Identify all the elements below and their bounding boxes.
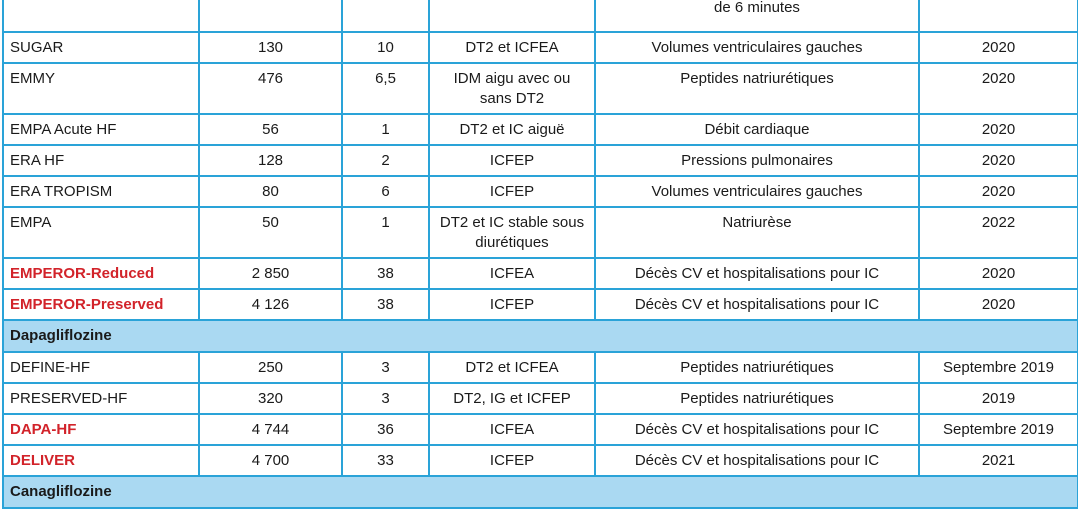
population-cell: IDM aigu avec ou sans DT2	[429, 63, 595, 114]
trial-name-cell: DEFINE-HF	[3, 352, 199, 383]
population-cell: DT2 et IC stable sous diurétiques	[429, 207, 595, 258]
patients-cell: 50	[199, 207, 342, 258]
endpoint-cell: Décès CV et hospitalisations pour IC	[595, 414, 919, 445]
population-cell: ICFEP	[429, 289, 595, 320]
table-row	[3, 383, 1078, 414]
duration-cell: 2	[342, 145, 429, 176]
population-cell: ICFEA	[429, 258, 595, 289]
trial-name-cell: PRESERVED-HF	[3, 383, 199, 414]
duration-cell: 33	[342, 445, 429, 476]
table-row-partial	[3, 0, 1078, 32]
endpoint-text: de 6 minutes	[714, 0, 800, 16]
population-cell: DT2, IG et ICFEP	[429, 383, 595, 414]
patients-cell: 56	[199, 114, 342, 145]
section-row-dapagliflozine	[3, 320, 1078, 352]
duration-cell: 38	[342, 258, 429, 289]
endpoint-cell: Décès CV et hospitalisations pour IC	[595, 258, 919, 289]
endpoint-cell	[595, 0, 919, 32]
trials-table	[2, 0, 1078, 509]
duration-cell: 3	[342, 383, 429, 414]
patients-cell: 130	[199, 32, 342, 63]
duration-cell: 6,5	[342, 63, 429, 114]
population-cell: DT2 et ICFEA	[429, 32, 595, 63]
table-row	[3, 145, 1078, 176]
duration-cell: 36	[342, 414, 429, 445]
population-cell: ICFEP	[429, 445, 595, 476]
patients-cell: 80	[199, 176, 342, 207]
table-row	[3, 289, 1078, 320]
trial-name-cell: DELIVER	[3, 445, 199, 476]
year-cell: 2020	[919, 63, 1078, 114]
year-cell: 2019	[919, 383, 1078, 414]
table-row	[3, 352, 1078, 383]
trial-name-cell: ERA HF	[3, 145, 199, 176]
endpoint-cell: Volumes ventriculaires gauches	[595, 32, 919, 63]
table-row	[3, 114, 1078, 145]
section-title: Canagliflozine	[3, 476, 1078, 508]
table-row	[3, 445, 1078, 476]
endpoint-cell: Natriurèse	[595, 207, 919, 258]
patients-cell: 4 126	[199, 289, 342, 320]
endpoint-cell: Peptides natriurétiques	[595, 63, 919, 114]
duration-cell: 1	[342, 207, 429, 258]
patients-cell: 4 744	[199, 414, 342, 445]
duration-cell: 1	[342, 114, 429, 145]
table-row	[3, 414, 1078, 445]
year-cell: 2020	[919, 289, 1078, 320]
patients-cell: 320	[199, 383, 342, 414]
duration-cell: 6	[342, 176, 429, 207]
table-row	[3, 258, 1078, 289]
trial-name-cell: ERA TROPISM	[3, 176, 199, 207]
section-row-canagliflozine	[3, 476, 1078, 508]
year-cell: 2021	[919, 445, 1078, 476]
population-cell: ICFEP	[429, 176, 595, 207]
patients-cell: 4 700	[199, 445, 342, 476]
duration-cell: 38	[342, 289, 429, 320]
patients-cell: 250	[199, 352, 342, 383]
year-cell: 2022	[919, 207, 1078, 258]
patients-cell: 476	[199, 63, 342, 114]
table-row	[3, 32, 1078, 63]
year-cell: Septembre 2019	[919, 414, 1078, 445]
trial-name-cell: EMPEROR-Reduced	[3, 258, 199, 289]
endpoint-cell: Pressions pulmonaires	[595, 145, 919, 176]
endpoint-cell: Décès CV et hospitalisations pour IC	[595, 445, 919, 476]
year-cell: 2020	[919, 114, 1078, 145]
trial-name-cell: DAPA-HF	[3, 414, 199, 445]
table-row	[3, 176, 1078, 207]
endpoint-cell: Peptides natriurétiques	[595, 352, 919, 383]
year-cell: Septembre 2019	[919, 352, 1078, 383]
year-cell: 2020	[919, 32, 1078, 63]
trial-name-cell: EMPA	[3, 207, 199, 258]
patients-cell: 2 850	[199, 258, 342, 289]
endpoint-cell: Volumes ventriculaires gauches	[595, 176, 919, 207]
duration-cell: 10	[342, 32, 429, 63]
population-cell: ICFEA	[429, 414, 595, 445]
year-cell: 2020	[919, 145, 1078, 176]
trial-name-cell: EMMY	[3, 63, 199, 114]
patients-cell: 128	[199, 145, 342, 176]
population-cell: DT2 et IC aiguë	[429, 114, 595, 145]
endpoint-cell: Décès CV et hospitalisations pour IC	[595, 289, 919, 320]
endpoint-cell: Débit cardiaque	[595, 114, 919, 145]
year-cell: 2020	[919, 258, 1078, 289]
population-cell: DT2 et ICFEA	[429, 352, 595, 383]
population-cell: ICFEP	[429, 145, 595, 176]
endpoint-cell: Peptides natriurétiques	[595, 383, 919, 414]
duration-cell: 3	[342, 352, 429, 383]
section-title: Dapagliflozine	[3, 320, 1078, 352]
table-row	[3, 207, 1078, 258]
trial-name-cell: EMPEROR-Preserved	[3, 289, 199, 320]
trial-name-cell: SUGAR	[3, 32, 199, 63]
trial-name-cell: EMPA Acute HF	[3, 114, 199, 145]
table-row	[3, 63, 1078, 114]
year-cell: 2020	[919, 176, 1078, 207]
